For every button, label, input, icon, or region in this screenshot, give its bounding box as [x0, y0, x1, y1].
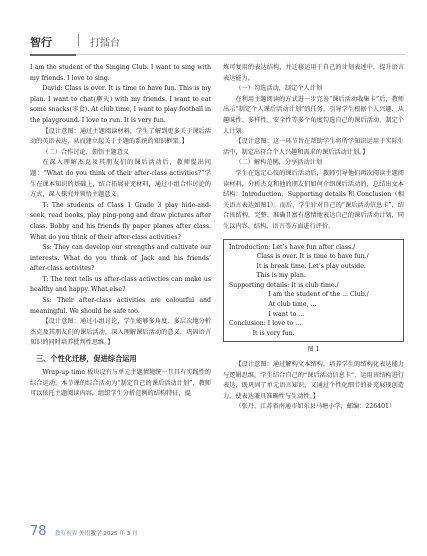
design-intent: 【设计意图：这一环节旨在帮助学生将所学知识运用于实际生活中，制定出符合个人兴趣和需求的课后活动计划。】 [223, 138, 404, 156]
subsection-heading: （一）勾选活动，制定个人计划 [235, 85, 323, 93]
dialogue-line: Ss: They can develop our strengths and cultivate our interests. What do you think of Jack and his friends’ after-class activites? [30, 244, 211, 273]
figure-line: I am the student of the ... Club./ [229, 291, 369, 299]
dialogue-line: T: The text tells us after-class activcties can make us healthy and happy. What else? [30, 275, 211, 294]
page-footer [0, 514, 427, 556]
subsection-heading: （二）解构范例，分享活动计划 [235, 159, 323, 167]
header-divider [78, 34, 79, 46]
figure-line: At club time, ... [229, 301, 317, 309]
journal-issue: 外语教学 2025 年 3 月 [79, 531, 138, 537]
column-title: 智行 [30, 36, 52, 49]
author-info: （张丹，江苏省南通市如东县马塘小学，邮编：226401） [235, 403, 396, 411]
header-rule [30, 54, 405, 55]
figure-line: Class is over. It is time to have fun./ [229, 253, 369, 261]
body-paragraph: 炼可复用的表达结构，并迁移运用于自己的计划表述中，提升语言表达能力。 [223, 64, 404, 82]
figure-line: It is very fun. [229, 329, 295, 337]
journal-brand: 教育视界 [55, 531, 78, 537]
design-intent: 【设计意图：通过解构文本结构，培养学生的结构化表达能力与逻辑思维。学生结合自己的“课后活动信息卡”，运用该结构进行表达，既巩固了单元语言知识，又通过个性化细节的补充展现创造力，使表达兼具准确性与生动性。】 [223, 361, 404, 400]
figure-line: I want to ... [229, 310, 305, 318]
header-rule-accent [30, 54, 76, 56]
figure-line: This is my plan. [229, 272, 306, 280]
reading-text: David: Class is over. It is time to have fun. This is my plan. I want to chat(聊天) with my friends. I want to eat some snacks(零食). At club time, I want to play football in the playground. I love to run. It is very fun. [30, 85, 211, 124]
dialogue-line: Ss: Their after-class activities are colourful and meaningful. We should be safe too. [30, 297, 211, 315]
body-paragraph: 在利用主题阅读的方式进一步完善“课后活动收集卡”后，教师出示“制定个人课后活动计划”的任务，引导学生根据个人兴趣、从趣味性、多样性、安全性等多个角度勾选自己的课后活动，制定个人计划。 [223, 95, 404, 135]
journal-info [55, 529, 138, 537]
figure-line: Introduction: Let’s have fun after class./ [229, 243, 356, 251]
column-subtitle: 打擂台 [90, 38, 120, 49]
subsection-heading: （二）合作讨论，领悟主题意义 [42, 148, 130, 156]
dialogue-line: T: The students of Class 1 Grade 3 play hide-and-seek, read books, play ping-pong and draw pictures after class. Bobby and his friends fly paper planes after class. What do you think of their after-class activities? [30, 201, 211, 241]
section-heading: 三、个性化迁移，促进综合运用 [36, 354, 137, 364]
figure-line: Supporting details: It is club time./ [229, 281, 339, 289]
figure-line: It is break time. Let’s play outside. [229, 262, 366, 270]
body-paragraph: 在深入理解杰克及其朋友们的课后活动后，教师提出问题：“What do you think of their after-class activities?”学生在课本知识的基础上，结合拓展补充材料，通过小组合作讨论的方式，深入探究并领悟主题意义。 [30, 159, 211, 199]
left-column [30, 63, 211, 400]
design-intent: 【设计意图：通过小组讨论，学生能够多角度、多层次地分析杰克及其朋友们的课后活动，深入理解课后活动的意义，巩固语言知识的同时培养批判性思维。】 [30, 318, 211, 347]
body-paragraph: 学生在选定心仪的课后活动后，教师引导他们再次阅读主题阅读材料，分析杰克和他的朋友们如何介绍课后活动的，总结出文本结构：Introduction、Supporting details 和 Conclusion（相关语言表达如图1）。而后，学生针对自己的“课后活动信息卡”，结合该结构，完整、准确且富有感情地表达自己的课后活动计划，同生以内容、结构、语言等方面进行评价。 [223, 169, 404, 230]
design-intent: 【设计意图：通过主题阅读材料，学生了解到更多关于课后活动的英语表达，从而建立起关于主题的系统的知识框架。】 [30, 127, 211, 146]
figure-1-box [223, 239, 404, 343]
figure-caption: 图 1 [307, 346, 320, 354]
page-header [0, 0, 427, 62]
body-paragraph: Wrap-up time 板块设有与单元主题情境统一且具有实践性的综合运动。本节课的综合活动为“制定自己的课后活动计划”，教师可以依托主题阅读内容，组织学生分析范例的结构特征，提 [30, 369, 211, 398]
page-number: 78 [30, 524, 47, 539]
reading-text: I am the student of the Singing Club. I want to sing with my friends. I love to sing. [30, 64, 211, 82]
right-column [223, 63, 404, 413]
figure-line: Conclusion: I love to ... [229, 320, 302, 328]
